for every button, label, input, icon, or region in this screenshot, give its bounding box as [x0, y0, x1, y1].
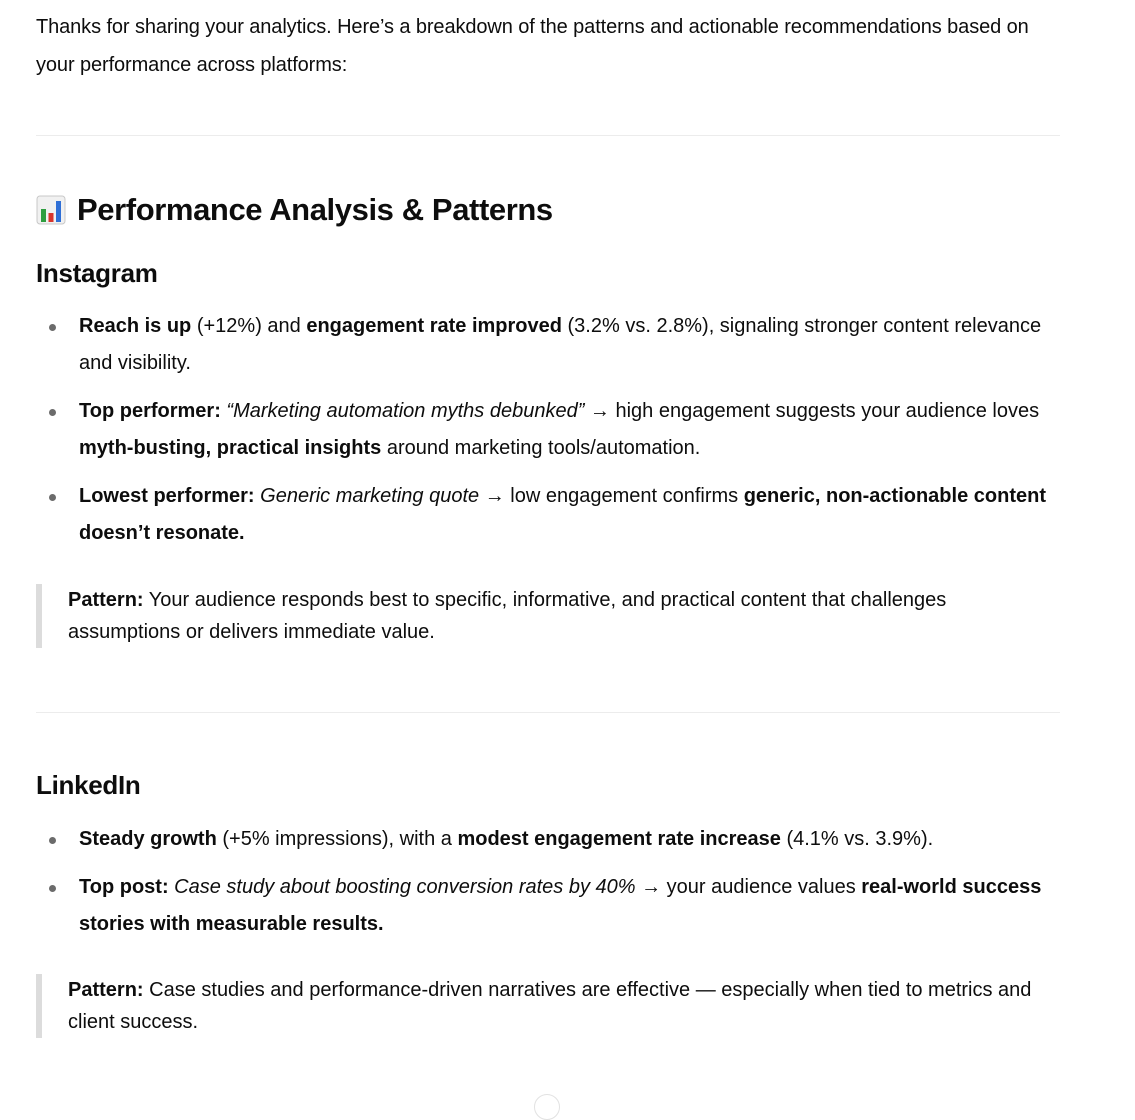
list-item [36, 478, 1060, 552]
bold-text: engagement rate improved [306, 315, 562, 337]
bold-text: Top post: [79, 876, 169, 898]
chat-message [36, 0, 1060, 1033]
bullet-icon [49, 409, 56, 416]
text: around marketing tools/automation. [381, 437, 701, 459]
bold-text: myth-busting, practical insights [79, 437, 382, 459]
bold-text: modest engagement rate increase [457, 828, 781, 850]
linkedin-list [36, 821, 1060, 954]
linkedin-heading: LinkedIn [36, 770, 141, 800]
bullet-icon [49, 885, 56, 892]
text: (+12%) and [191, 315, 307, 337]
text: → low engagement confirms [479, 485, 744, 507]
bold-text: Steady growth [79, 828, 217, 850]
bold-text: generic, non-actionable content doesn’t resonate. [79, 485, 1046, 544]
list-item [36, 393, 1060, 467]
pattern-label: Pattern: [68, 589, 144, 611]
italic-text: Generic marketing quote [254, 485, 480, 507]
intro-paragraph: Thanks for sharing your analytics. Here’s a breakdown of the patterns and actionable recommendations based on your performance across platforms: [36, 16, 1029, 76]
list-item [36, 821, 1060, 858]
text: → high engagement suggests your audience loves [584, 400, 1040, 422]
divider [36, 135, 1060, 136]
pattern-text: Your audience responds best to specific, informative, and practical content that challenges assumptions or delivers immediate value. [68, 589, 947, 643]
text: (4.1% vs. 3.9%). [780, 828, 934, 850]
bold-text: Lowest performer: [79, 485, 255, 507]
text: (3.2% vs. 2.8%), signaling stronger content relevance and visibility. [79, 315, 1042, 374]
italic-text: “Marketing automation myths debunked” [220, 400, 585, 422]
scroll-down-button[interactable] [534, 1094, 560, 1120]
bold-text: Reach is up [79, 315, 192, 337]
list-item [36, 869, 1060, 943]
bullet-icon [49, 837, 56, 844]
bar-chart-icon [36, 195, 66, 225]
section-title: Performance Analysis & Patterns [77, 192, 553, 227]
pattern-text: Case studies and performance-driven narratives are effective — especially when tied to metrics and client success. [68, 979, 1032, 1033]
text: (+5% impressions), with a [216, 828, 458, 850]
instagram-list [36, 308, 1060, 563]
bullet-icon [49, 494, 56, 501]
bold-text: real-world success stories with measurable results. [79, 876, 1042, 935]
divider [36, 712, 1060, 713]
italic-text: Case study about boosting conversion rates by 40% [168, 876, 636, 898]
instagram-pattern-quote [36, 584, 1060, 648]
pattern-label: Pattern: [68, 979, 144, 1001]
instagram-heading: Instagram [36, 258, 158, 288]
text: → your audience values [635, 876, 862, 898]
bullet-icon [49, 324, 56, 331]
section-heading [36, 192, 553, 228]
linkedin-pattern-quote [36, 974, 1060, 1038]
bold-text: Top performer: [79, 400, 221, 422]
list-item [36, 308, 1060, 382]
